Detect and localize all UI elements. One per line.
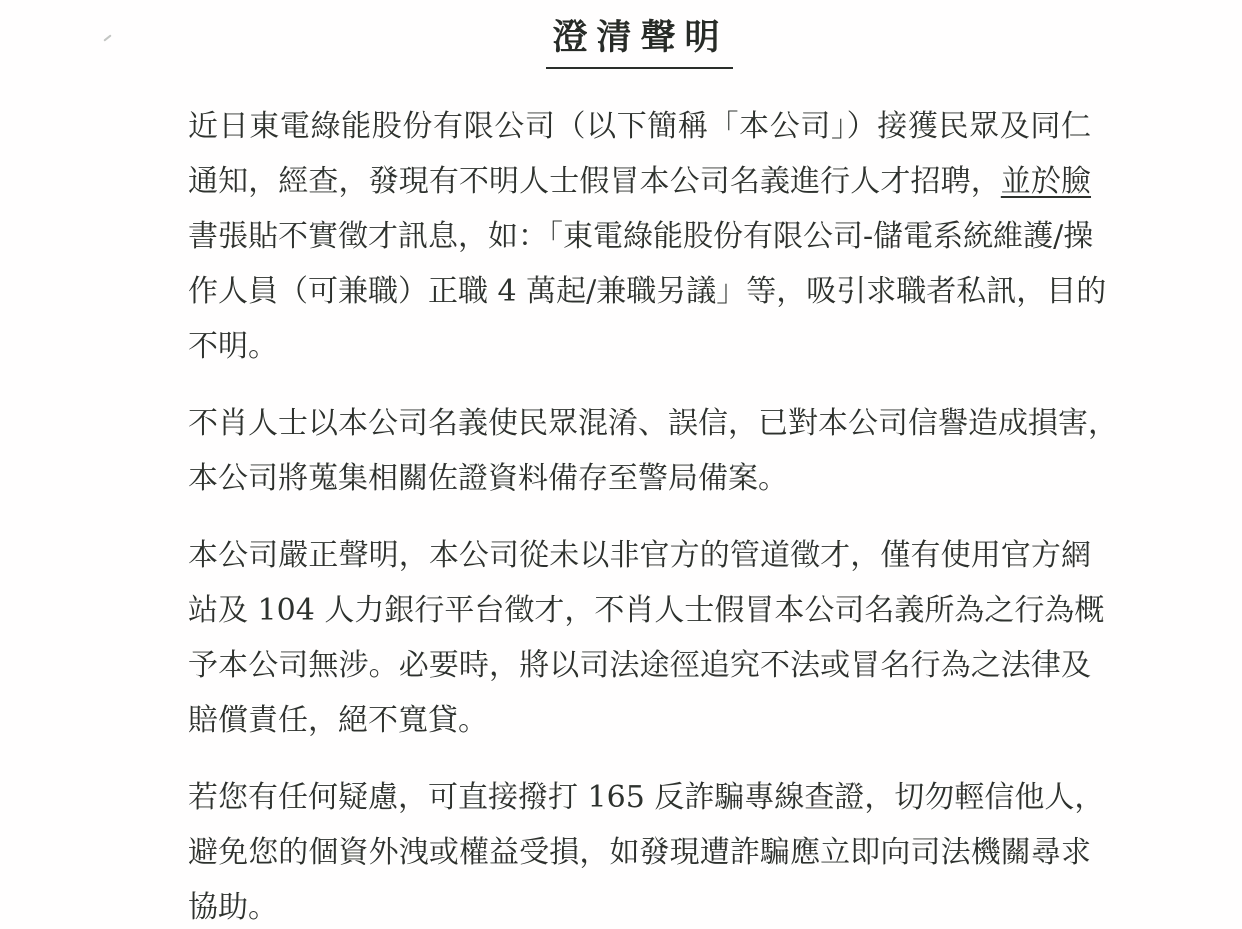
text-line — [188, 154, 1091, 209]
text-line: 賠償責任，絕不寬貸。 — [188, 703, 488, 738]
text-line: 協助。 — [188, 890, 278, 925]
document-title-text: 澄清聲明 — [546, 14, 732, 69]
text-line: 不肖人士以本公司名義使民眾混淆、誤信，已對本公司信譽造成損害， — [188, 406, 1118, 441]
text-line: 作人員（可兼職）正職 4 萬起/兼職另議」等，吸引求職者私訊，目的 — [188, 274, 1107, 309]
document-title — [188, 14, 1091, 69]
text-line: 予本公司無涉。必要時，將以司法途徑追究不法或冒名行為之法律及 — [188, 648, 1091, 683]
text-line: 書張貼不實徵才訊息，如：「東電綠能股份有限公司-儲電系統維護/操 — [188, 219, 1094, 254]
scan-artifact — [103, 34, 111, 41]
paragraph-4 — [188, 770, 1105, 929]
text-segment: 通知，經查，發現有不明人士假冒本公司名義進行人才招聘， — [188, 164, 1001, 199]
document-content — [188, 14, 1118, 929]
text-line: 站及 104 人力銀行平台徵才，不肖人士假冒本公司名義所為之行為概 — [188, 593, 1105, 628]
underlined-text-segment: 並於臉 — [1000, 164, 1092, 199]
paragraph-2 — [188, 396, 1118, 506]
text-line: 本公司將蒐集相關佐證資料備存至警局備案。 — [188, 461, 788, 496]
text-line: 若您有任何疑慮，可直接撥打 165 反詐騙專線查證，切勿輕信他人， — [188, 780, 1105, 815]
text-line: 近日東電綠能股份有限公司（以下簡稱「本公司」）接獲民眾及同仁 — [188, 109, 1091, 144]
text-line: 不明。 — [188, 329, 278, 364]
text-line: 本公司嚴正聲明，本公司從未以非官方的管道徵才，僅有使用官方網 — [188, 538, 1091, 573]
paragraph-1 — [188, 99, 1107, 374]
paragraph-3 — [188, 528, 1105, 748]
text-line: 避免您的個資外洩或權益受損，如發現遭詐騙應立即向司法機關尋求 — [188, 835, 1091, 870]
